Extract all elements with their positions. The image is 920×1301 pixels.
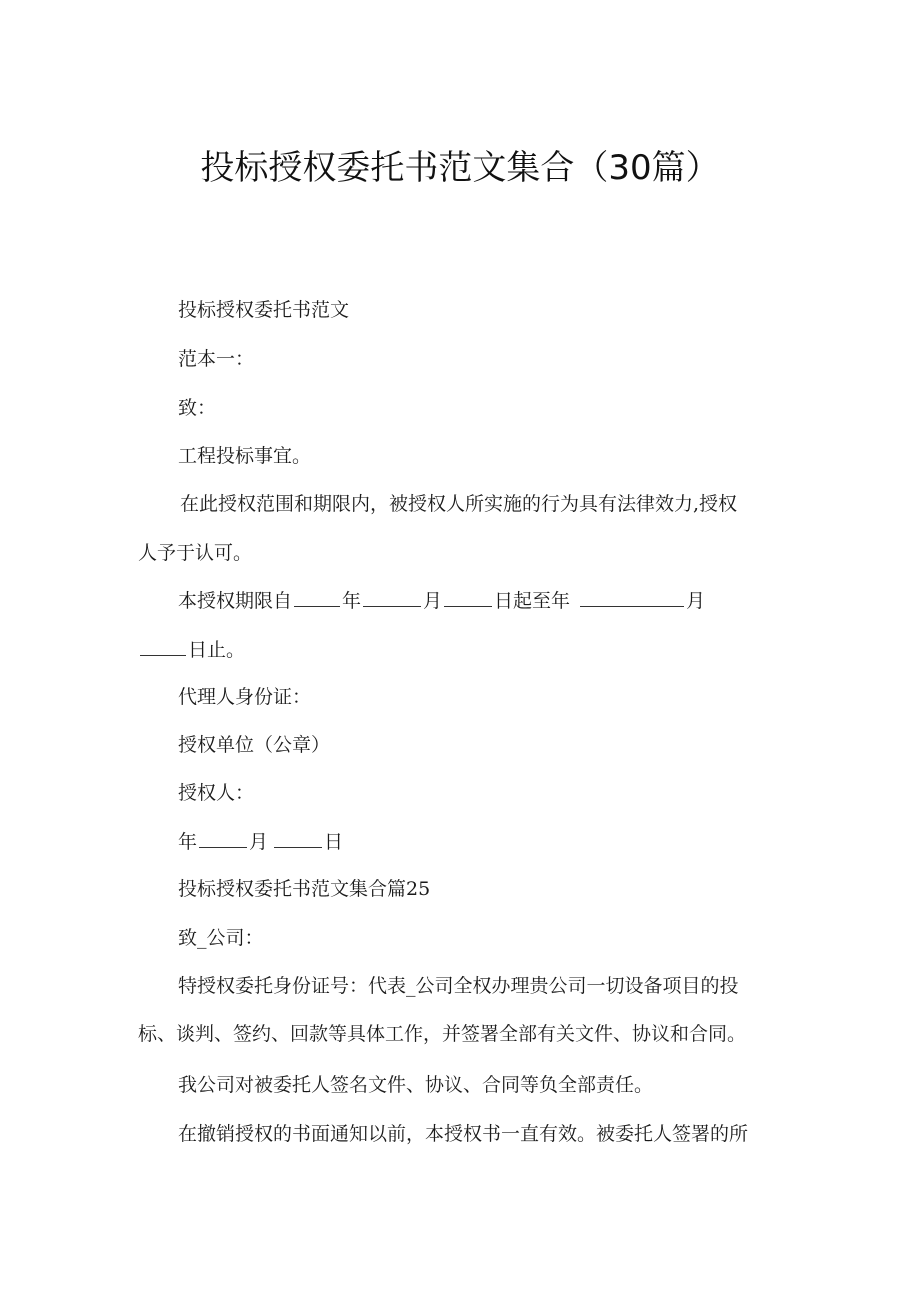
validity-end-line xyxy=(140,636,245,663)
date-day-blank xyxy=(274,828,322,848)
until-label: 日起至年 xyxy=(494,590,571,612)
validity-statement-line: 在撤销授权的书面通知以前，本授权书一直有效。被委托人签署的所 xyxy=(178,1123,749,1145)
date-month-blank xyxy=(199,828,247,848)
project-line: 工程投标事宜。 xyxy=(178,445,312,467)
agent-id-line: 代理人身份证： xyxy=(178,686,312,708)
responsibility-line: 我公司对被委托人签名文件、协议、合同等负全部责任。 xyxy=(178,1074,654,1096)
end-year-blank xyxy=(580,587,684,607)
end-day-label: 日止。 xyxy=(188,639,246,661)
document-title: 投标授权委托书范文集合（30篇） xyxy=(200,148,720,188)
mandate-paragraph-line-2: 标、谈判、签约、回款等具体工作，并签署全部有关文件、协议和合同。 xyxy=(138,1023,747,1045)
authorizer-line: 授权人： xyxy=(178,782,255,804)
end-month-label: 月 xyxy=(686,590,706,612)
date-day-label: 日 xyxy=(324,831,344,853)
end-day-blank xyxy=(140,636,186,656)
start-month-blank xyxy=(363,587,421,607)
date-year-label: 年 xyxy=(178,831,198,853)
company-addressee-line: 致_公司： xyxy=(178,927,264,949)
section-heading-25: 投标授权委托书范文集合篇25 xyxy=(178,878,431,900)
addressee-line: 致： xyxy=(178,397,217,419)
section-heading: 投标授权委托书范文 xyxy=(178,299,350,321)
year-label: 年 xyxy=(342,590,362,612)
mandate-paragraph-line-1: 特授权委托身份证号：代表_公司全权办理贵公司一切设备项目的投 xyxy=(178,975,739,997)
authority-paragraph-line-1: 在此授权范围和期限内，被授权人所实施的行为具有法律效力,授权 xyxy=(180,493,738,515)
start-day-blank xyxy=(444,587,492,607)
validity-period-line xyxy=(178,587,705,614)
date-month-label: 月 xyxy=(249,831,269,853)
validity-from-label: 本授权期限自 xyxy=(178,590,293,612)
authority-paragraph-line-2: 人予于认可。 xyxy=(138,542,253,564)
start-year-blank xyxy=(294,587,340,607)
authorizing-unit-line: 授权单位（公章） xyxy=(178,734,331,756)
sample-label: 范本一： xyxy=(178,348,255,370)
date-line xyxy=(178,828,343,855)
month-label: 月 xyxy=(423,590,443,612)
